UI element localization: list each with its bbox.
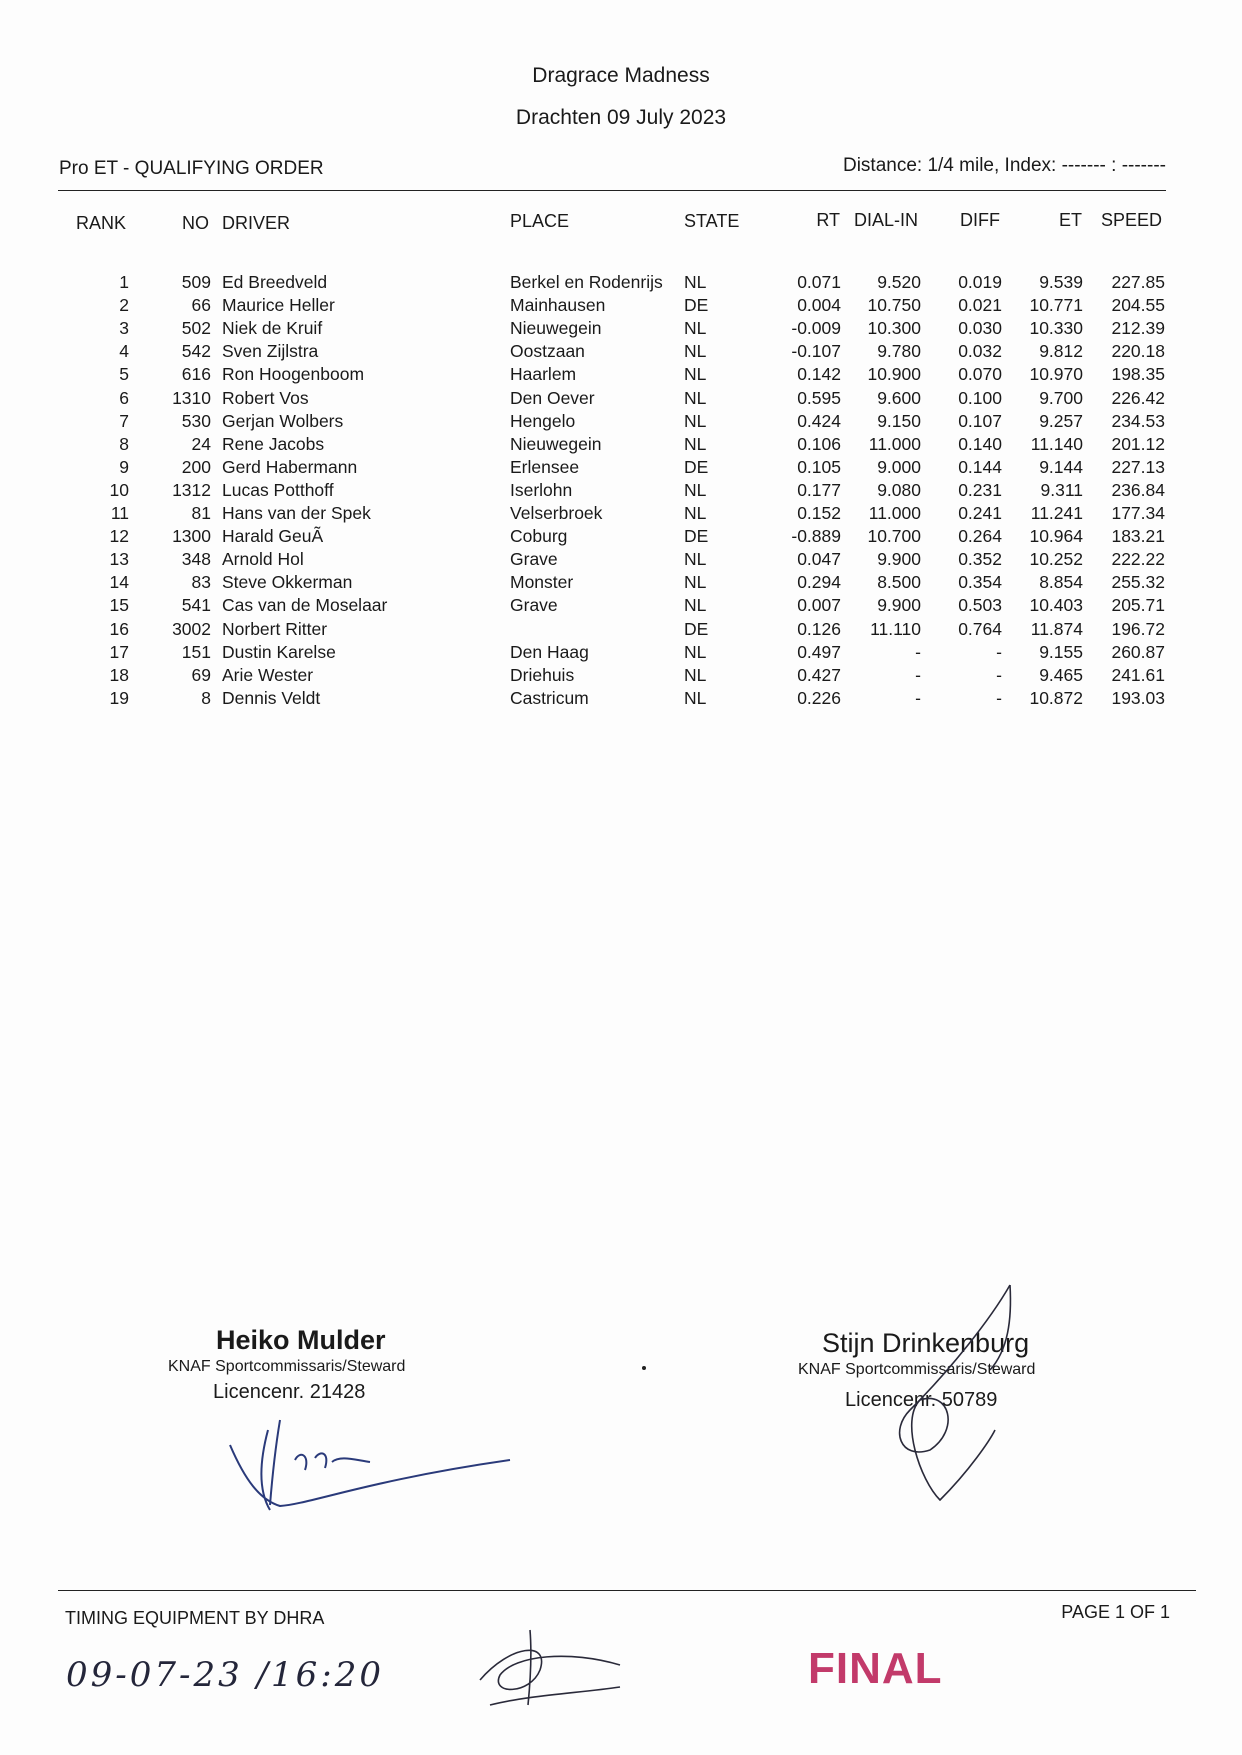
cell-et: 8.854 [1039,572,1083,593]
cell-driver: Maurice Heller [222,295,335,316]
cell-speed: 177.34 [1111,503,1165,523]
cell-rt: 0.106 [797,433,841,454]
cell-diff: 0.354 [958,572,1002,593]
cell-et: 9.311 [1040,479,1083,500]
cell-speed: 198.35 [1111,364,1165,385]
table-row [0,688,1242,711]
cell-place: Den Oever [510,387,595,408]
cell-no: 502 [181,318,211,339]
cell-no: 81 [191,503,211,523]
table-row [0,642,1242,665]
cell-diff: 0.503 [958,595,1002,616]
cell-place: Haarlem [510,364,577,385]
scan-dot [642,1366,646,1370]
cell-et: 10.252 [1029,549,1083,570]
cell-dial-in: 10.750 [867,295,921,316]
cell-state: DE [684,295,709,316]
cell-rt: 0.595 [797,387,841,408]
cell-driver: Ed Breedveld [222,272,328,292]
cell-diff: - [996,687,1002,708]
cell-dial-in: 10.300 [867,318,921,339]
final-stamp: FINAL [808,1644,943,1693]
left-signer-name: Heiko Mulder [216,1325,386,1355]
cell-state: NL [684,341,707,362]
cell-dial-in: 11.000 [868,433,921,454]
cell-rank: 8 [119,433,129,454]
cell-rank: 11 [110,503,129,523]
col-place: PLACE [510,211,570,231]
cell-driver: Niek de Kruif [222,318,323,339]
cell-et: 11.241 [1030,503,1083,523]
cell-diff: - [996,664,1002,685]
cell-rank: 13 [109,549,129,570]
cell-dial-in: 9.080 [877,479,921,500]
cell-diff: 0.241 [958,503,1002,523]
cell-rt: 0.047 [797,549,841,570]
cell-speed: 234.53 [1111,410,1165,431]
table-row [0,318,1242,341]
cell-dial-in: - [915,664,921,685]
cell-et: 9.812 [1039,341,1083,362]
cell-speed: 227.85 [1111,272,1165,292]
col-rank: RANK [76,213,127,233]
cell-rt: 0.004 [797,295,841,316]
handwritten-timestamp: 09-07-23 /16:20 [66,1655,385,1695]
cell-dial-in: 9.600 [877,387,921,408]
location-date: Drachten 09 July 2023 [515,106,727,129]
cell-rank: 9 [119,456,129,477]
table-row [0,457,1242,480]
cell-et: 10.403 [1029,595,1083,616]
cell-no: 616 [181,364,211,385]
cell-rt: 0.424 [797,410,841,431]
cell-state: DE [684,526,709,547]
cell-et: 9.465 [1039,664,1083,685]
cell-et: 9.257 [1039,410,1083,431]
col-rt: RT [816,210,840,230]
cell-no: 24 [191,433,211,454]
cell-driver: Steve Okkerman [222,572,353,593]
table-row [0,295,1242,318]
table-row [0,364,1242,387]
cell-state: NL [684,503,707,523]
cell-et: 9.144 [1039,456,1083,477]
cell-speed: 201.12 [1111,433,1165,454]
cell-place: Nieuwegein [510,433,602,454]
cell-no: 348 [181,549,211,570]
cell-state: NL [684,641,707,662]
initials-signature-icon [470,1625,630,1710]
cell-rt: -0.009 [791,318,841,339]
cell-dial-in: 9.520 [877,272,921,292]
table-row [0,272,1242,295]
table-row [0,388,1242,411]
col-driver: DRIVER [222,213,291,233]
cell-speed: 204.55 [1111,295,1165,316]
cell-rt: 0.152 [797,503,841,523]
cell-rt: 0.126 [797,618,841,639]
cell-place: Driehuis [510,664,575,685]
cell-rank: 2 [119,295,129,316]
table-row [0,434,1242,457]
cell-state: NL [684,572,707,593]
cell-speed: 220.18 [1111,341,1165,362]
cell-speed: 236.84 [1111,479,1165,500]
cell-diff: 0.019 [958,272,1002,292]
cell-rt: 0.071 [797,272,841,292]
cell-rank: 10 [109,479,129,500]
cell-speed: 255.32 [1111,572,1165,593]
cell-diff: 0.140 [958,433,1002,454]
cell-et: 11.874 [1030,618,1083,639]
cell-diff: 0.107 [958,410,1002,431]
cell-rt: 0.226 [797,687,841,708]
cell-driver: Ron Hoogenboom [222,364,365,385]
cell-et: 9.539 [1039,272,1083,292]
col-diff: DIFF [960,210,1000,230]
cell-state: NL [684,433,707,454]
cell-speed: 227.13 [1111,456,1165,477]
cell-state: NL [684,479,707,500]
cell-no: 509 [181,272,211,292]
cell-rt: -0.107 [791,341,841,362]
cell-state: NL [684,595,707,616]
cell-place: Grave [510,595,558,616]
cell-rank: 14 [109,572,129,593]
cell-rank: 19 [109,687,129,708]
cell-dial-in: 9.150 [877,410,921,431]
cell-diff: 0.030 [958,318,1002,339]
cell-no: 69 [191,664,211,685]
cell-dial-in: 10.900 [867,364,921,385]
cell-speed: 260.87 [1111,641,1165,662]
cell-no: 200 [181,456,211,477]
cell-state: NL [684,387,707,408]
cell-speed: 226.42 [1111,387,1165,408]
cell-state: NL [684,364,707,385]
cell-rank: 3 [119,318,129,339]
class-title: Pro ET - QUALIFYING ORDER [59,158,324,179]
cell-driver: Gerjan Wolbers [222,410,344,431]
cell-diff: - [996,641,1002,662]
cell-place: Hengelo [510,410,576,431]
cell-dial-in: 10.700 [867,526,921,547]
cell-no: 83 [191,572,211,593]
cell-driver: Robert Vos [222,387,309,408]
cell-dial-in: - [915,687,921,708]
col-dial-in: DIAL-IN [854,210,919,230]
event-title: Dragrace Madness [532,64,710,87]
cell-dial-in: 11.110 [870,618,921,639]
cell-state: DE [684,618,709,639]
right-signer-licence: Licencenr. 50789 [845,1389,998,1411]
cell-no: 542 [181,341,211,362]
cell-driver: Sven Zijlstra [222,341,319,362]
cell-state: NL [684,318,707,339]
cell-et: 10.970 [1029,364,1083,385]
cell-et: 9.155 [1039,641,1083,662]
left-signer-role: KNAF Sportcommissaris/Steward [168,1358,406,1375]
col-no: NO [182,213,209,233]
cell-state: NL [684,687,707,708]
timing-equipment: TIMING EQUIPMENT BY DHRA [65,1608,325,1628]
cell-place: Coburg [510,526,568,547]
header-rule [58,190,1166,191]
cell-no: 1300 [172,526,211,547]
cell-diff: 0.264 [958,526,1002,547]
cell-place: Mainhausen [510,295,606,316]
cell-state: DE [684,456,709,477]
cell-driver: Norbert Ritter [222,618,328,639]
cell-diff: 0.764 [958,618,1002,639]
cell-place: Erlensee [510,456,580,477]
cell-rank: 6 [119,387,129,408]
cell-speed: 205.71 [1111,595,1165,616]
table-row [0,549,1242,572]
cell-state: NL [684,664,707,685]
cell-rt: 0.142 [797,364,841,385]
cell-no: 1312 [172,479,211,500]
table-row [0,503,1242,526]
col-et: ET [1058,210,1082,230]
cell-no: 1310 [172,387,211,408]
table-row [0,572,1242,595]
cell-rank: 15 [109,595,129,616]
cell-diff: 0.032 [958,341,1002,362]
col-state: STATE [684,211,740,231]
cell-et: 10.872 [1029,687,1083,708]
cell-place: Monster [510,572,574,593]
footer-rule [58,1590,1196,1591]
cell-place: Nieuwegein [510,318,602,339]
cell-et: 11.140 [1030,433,1083,454]
cell-no: 541 [181,595,211,616]
right-signature-icon [870,1280,1040,1510]
cell-no: 530 [181,410,211,431]
cell-driver: Hans van der Spek [222,503,371,523]
cell-no: 66 [191,295,211,316]
cell-rank: 4 [119,341,129,362]
cell-et: 10.964 [1029,526,1083,547]
cell-state: NL [684,549,707,570]
cell-rank: 12 [109,526,129,547]
cell-diff: 0.231 [958,479,1002,500]
cell-state: NL [684,410,707,431]
cell-et: 9.700 [1039,387,1083,408]
left-signer-licence: Licencenr. 21428 [213,1381,366,1403]
cell-dial-in: 9.900 [877,595,921,616]
col-speed: SPEED [1101,210,1163,230]
cell-diff: 0.144 [958,456,1002,477]
cell-dial-in: 8.500 [877,572,921,593]
cell-no: 3002 [172,618,211,639]
cell-diff: 0.021 [958,295,1002,316]
cell-rank: 5 [119,364,129,385]
cell-speed: 183.21 [1111,526,1165,547]
table-row [0,526,1242,549]
cell-place: Grave [510,549,558,570]
cell-rank: 16 [109,618,129,639]
cell-state: NL [684,272,707,292]
cell-et: 10.771 [1029,295,1083,316]
cell-place: Oostzaan [510,341,585,362]
cell-no: 8 [201,687,211,708]
cell-diff: 0.352 [958,549,1002,570]
right-signer-name: Stijn Drinkenburg [822,1328,1030,1358]
cell-driver: Arie Wester [222,664,314,685]
right-signer-role: KNAF Sportcommissaris/Steward [798,1361,1036,1378]
cell-rank: 17 [109,641,129,662]
cell-dial-in: 9.900 [877,549,921,570]
page-number: PAGE 1 OF 1 [1061,1602,1170,1622]
cell-driver: Cas van de Moselaar [222,595,388,616]
cell-rt: 0.427 [797,664,841,685]
left-signature-icon [220,1410,520,1520]
distance-index: Distance: 1/4 mile, Index: ------- : ------- [842,155,1166,176]
cell-rt: 0.497 [797,641,841,662]
cell-dial-in: 9.000 [877,456,921,477]
table-row [0,665,1242,688]
cell-speed: 193.03 [1111,687,1165,708]
cell-et: 10.330 [1029,318,1083,339]
cell-place: Berkel en Rodenrijs [510,272,663,292]
cell-driver: Dennis Veldt [222,687,321,708]
cell-driver: Lucas Potthoff [222,479,334,500]
cell-rt: 0.007 [797,595,841,616]
cell-rank: 7 [119,410,129,431]
cell-rt: 0.177 [797,479,841,500]
cell-place: Castricum [510,687,589,708]
cell-dial-in: 9.780 [877,341,921,362]
cell-driver: Arnold Hol [222,549,304,570]
cell-no: 151 [181,641,211,662]
cell-dial-in: 11.000 [868,503,921,523]
cell-driver: Dustin Karelse [222,641,336,662]
cell-speed: 241.61 [1111,664,1165,685]
cell-rt: 0.105 [797,456,841,477]
cell-rank: 1 [119,272,129,292]
cell-dial-in: - [915,641,921,662]
table-row [0,341,1242,364]
cell-place: Iserlohn [510,479,573,500]
table-row [0,411,1242,434]
cell-place: Den Haag [510,641,589,662]
cell-speed: 212.39 [1111,318,1165,339]
table-row [0,480,1242,503]
cell-driver: Gerd Habermann [222,456,358,477]
cell-rt: 0.294 [797,572,841,593]
cell-speed: 196.72 [1111,618,1165,639]
cell-speed: 222.22 [1111,549,1165,570]
cell-rank: 18 [109,664,129,685]
cell-driver: Rene Jacobs [222,433,325,454]
table-row [0,595,1242,618]
cell-place: Velserbroek [510,503,603,523]
table-row [0,619,1242,642]
cell-diff: 0.070 [958,364,1002,385]
cell-driver: Harald GeuÃ [222,526,324,547]
cell-diff: 0.100 [958,387,1002,408]
cell-rt: -0.889 [791,526,841,547]
